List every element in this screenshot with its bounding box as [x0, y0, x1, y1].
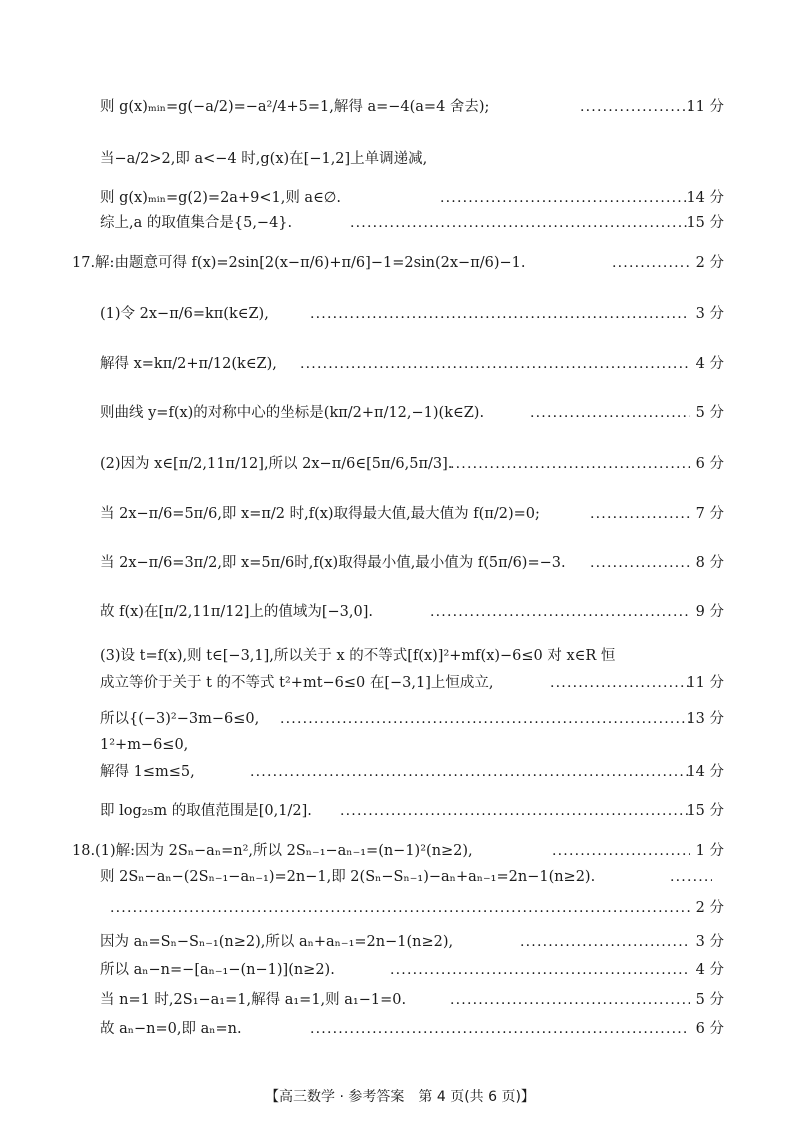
dot-leader: [520, 927, 690, 957]
answer-line: [0, 985, 800, 1015]
score-label: 14 分: [686, 764, 724, 780]
score-label: 15 分: [686, 803, 724, 819]
dot-leader: [310, 299, 690, 329]
dot-leader: [250, 757, 690, 787]
answer-text: 因为 aₙ=Sₙ−Sₙ₋₁(n≥2),所以 aₙ+aₙ₋₁=2n−1(n≥2),: [100, 934, 454, 950]
answer-text: 则 2Sₙ−aₙ−(2Sₙ₋₁−aₙ₋₁)=2n−1,即 2(Sₙ−Sₙ₋₁)−aₙ+aₙ₋₁=2n−1(n≥2).: [100, 869, 596, 885]
answer-text: 成立等价于关于 t 的不等式 t²+mt−6≤0 在[−3,1]上恒成立,: [100, 675, 494, 691]
score-label: 7 分: [695, 506, 724, 522]
dot-leader: [590, 499, 690, 529]
score-label: 6 分: [695, 1021, 724, 1037]
answer-text: 解得 1≤m≤5,: [100, 764, 195, 780]
score-label: 11 分: [686, 99, 724, 115]
dot-leader: [300, 349, 690, 379]
answer-text: 所以 aₙ−n=−[aₙ₋₁−(n−1)](n≥2).: [100, 962, 335, 978]
answer-text: 解得 x=kπ/2+π/12(k∈Z),: [100, 356, 277, 372]
answer-text: 1²+m−6≤0,: [100, 737, 189, 753]
score-label: 2 分: [695, 255, 724, 271]
dot-leader: [590, 548, 690, 578]
answer-text: 则曲线 y=f(x)的对称中心的坐标是(kπ/2+π/12,−1)(k∈Z).: [100, 405, 485, 421]
answer-text: 综上,a 的取值集合是{5,−4}.: [100, 215, 293, 231]
answer-line: [0, 862, 800, 892]
dot-leader: [450, 449, 690, 479]
answer-line: [0, 349, 800, 379]
answer-line: [0, 641, 800, 671]
answer-line: [0, 757, 800, 787]
answer-line: [0, 597, 800, 627]
answer-line: [0, 548, 800, 578]
dot-leader: [450, 985, 690, 1015]
answer-line: [0, 398, 800, 428]
answer-line: [0, 893, 800, 923]
answer-text: 则 g(x)ₘᵢₙ=g(2)=2a+9<1,则 a∈∅.: [100, 190, 342, 206]
dot-leader: [530, 398, 690, 428]
score-label: 11 分: [686, 675, 724, 691]
answer-text: (2)因为 x∈[π/2,11π/12],所以 2x−π/6∈[5π/6,5π/3].: [100, 456, 453, 472]
score-label: 9 分: [695, 604, 724, 620]
answer-text: 则 g(x)ₘᵢₙ=g(−a/2)=−a²/4+5=1,解得 a=−4(a=4 舍去);: [100, 99, 490, 115]
score-label: 15 分: [686, 215, 724, 231]
dot-leader: [390, 955, 690, 985]
answer-text: 所以{(−3)²−3m−6≤0,: [100, 711, 260, 727]
answer-text: 当 2x−π/6=5π/6,即 x=π/2 时,f(x)取得最大值,最大值为 f(π/2)=0;: [100, 506, 540, 522]
answer-text: 18.(1)解:因为 2Sₙ−aₙ=n²,所以 2Sₙ₋₁−aₙ₋₁=(n−1)²(n≥2),: [72, 843, 473, 859]
score-label: 6 分: [695, 456, 724, 472]
dot-leader: [550, 668, 690, 698]
score-label: 5 分: [695, 405, 724, 421]
answer-text: 当 n=1 时,2S₁−a₁=1,解得 a₁=1,则 a₁−1=0.: [100, 992, 407, 1008]
answer-line: [0, 730, 800, 760]
score-label: 4 分: [695, 356, 724, 372]
page-footer: 【高三数学 · 参考答案 第 4 页(共 6 页)】: [265, 1089, 535, 1105]
answer-text: 故 aₙ−n=0,即 aₙ=n.: [100, 1021, 242, 1037]
score-label: 5 分: [695, 992, 724, 1008]
answer-text: 当 2x−π/6=3π/2,即 x=5π/6时,f(x)取得最小值,最小值为 f(5π/6)=−3.: [100, 555, 566, 571]
answer-line: [0, 668, 800, 698]
dot-leader: [110, 893, 690, 923]
score-label: 13 分: [686, 711, 724, 727]
answer-text: 故 f(x)在[π/2,11π/12]上的值域为[−3,0].: [100, 604, 373, 620]
dot-leader: [340, 796, 690, 826]
answer-line: [0, 92, 800, 122]
score-label: 3 分: [695, 934, 724, 950]
answer-line: [0, 144, 800, 174]
answer-text: 17.解:由题意可得 f(x)=2sin[2(x−π/6)+π/6]−1=2sin(2x−π/6)−1.: [72, 255, 526, 271]
answer-line: [0, 248, 800, 278]
score-label: 8 分: [695, 555, 724, 571]
dot-leader: [430, 597, 690, 627]
answer-line: [0, 449, 800, 479]
score-label: 4 分: [695, 962, 724, 978]
answer-line: [0, 796, 800, 826]
dot-leader: [580, 92, 690, 122]
dot-leader: [350, 208, 690, 238]
answer-text: 即 log₂₅m 的取值范围是[0,1/2].: [100, 803, 312, 819]
answer-text: (1)令 2x−π/6=kπ(k∈Z),: [100, 306, 269, 322]
score-label: 1 分: [695, 843, 724, 859]
dot-leader: [612, 248, 690, 278]
score-label: 3 分: [695, 306, 724, 322]
answer-text: 当−a/2>2,即 a<−4 时,g(x)在[−1,2]上单调递减,: [100, 151, 428, 167]
dot-leader: [310, 1014, 690, 1044]
answer-line: [0, 955, 800, 985]
answer-line: [0, 299, 800, 329]
dot-leader: [670, 862, 712, 892]
answer-line: [0, 499, 800, 529]
score-label: 14 分: [686, 190, 724, 206]
answer-line: [0, 1014, 800, 1044]
answer-line: [0, 208, 800, 238]
answer-text: (3)设 t=f(x),则 t∈[−3,1],所以关于 x 的不等式[f(x)]²+mf(x)−6≤0 对 x∈R 恒: [100, 648, 616, 664]
score-label: 2 分: [695, 900, 724, 916]
answer-line: [0, 927, 800, 957]
